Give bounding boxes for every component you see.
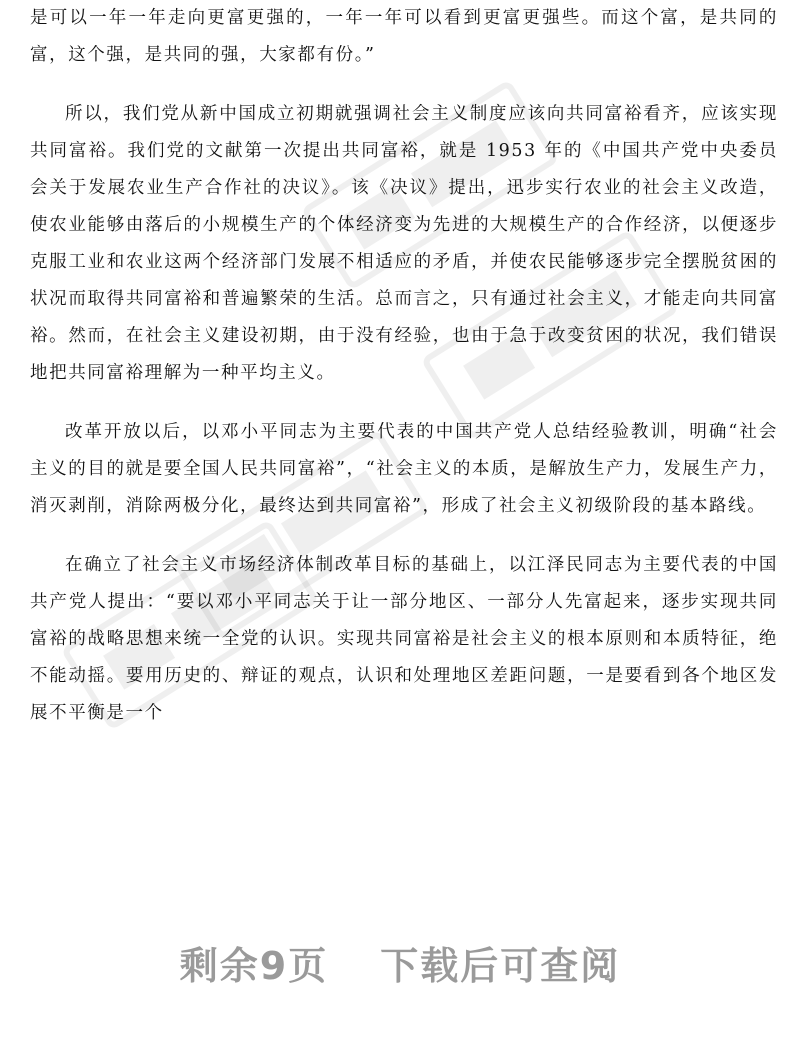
pages-left-label: 剩余9页 [179,944,329,988]
download-hint-label[interactable]: 下载后可查阅 [380,944,621,988]
paragraph-market-economy: 在确立了社会主义市场经济体制改革目标的基础上，以江泽民同志为主要代表的中国共产党人提出：“要以邓小平同志关于让一部分地区、一部分人先富起来，逐步实现共同富裕的战略思想来统一全党的认识。实现共同富裕是社会主义的根本原则和本质特征，绝不能动摇。要用历史的、辩证的观点，认识和处理地区差距问题，一是要看到各个地区发展不平衡是一个 [30,555,778,723]
paragraph-early-common-prosperity: 所以，我们党从新中国成立初期就强调社会主义制度应该向共同富裕看齐，应该实现共同富裕。我们党的文献第一次提出共同富裕，就是 1953 年的《中国共产党中央委员会关于发展农业生产合作社的决议》。该《决议》提出，迅步实行农业的社会主义改造，使农业能够由落后的小规模生产的个体经济变为先进的大规模生产的合作经济，以便逐步克服工业和农业这两个经济部门发展不相适应的矛盾，并使农民能够逐步完全摆脱贫困的状况而取得共同富裕和普遍繁荣的生活。总而言之，只有通过社会主义，才能走向共同富裕。然而，在社会主义建设初期，由于没有经验，也由于急于改变贫困的状况，我们错误地把共同富裕理解为一种平均主义。 [30,104,778,383]
paragraph-reform-opening: 改革开放以后，以邓小平同志为主要代表的中国共产党人总结经验教训，明确“社会主义的目的就是要全国人民共同富裕”，“社会主义的本质，是解放生产力，发展生产力，消灭剥削，消除两极分化，最终达到共同富裕”，形成了社会主义初级阶段的基本路线。 [30,422,778,516]
remaining-pages-notice[interactable] [0,935,800,990]
paragraph-continuation: 是可以一年一年走向更富更强的，一年一年可以看到更富更强些。而这个富，是共同的富，这个强，是共同的强，大家都有份。” [30,8,778,65]
document-body [30,0,778,732]
